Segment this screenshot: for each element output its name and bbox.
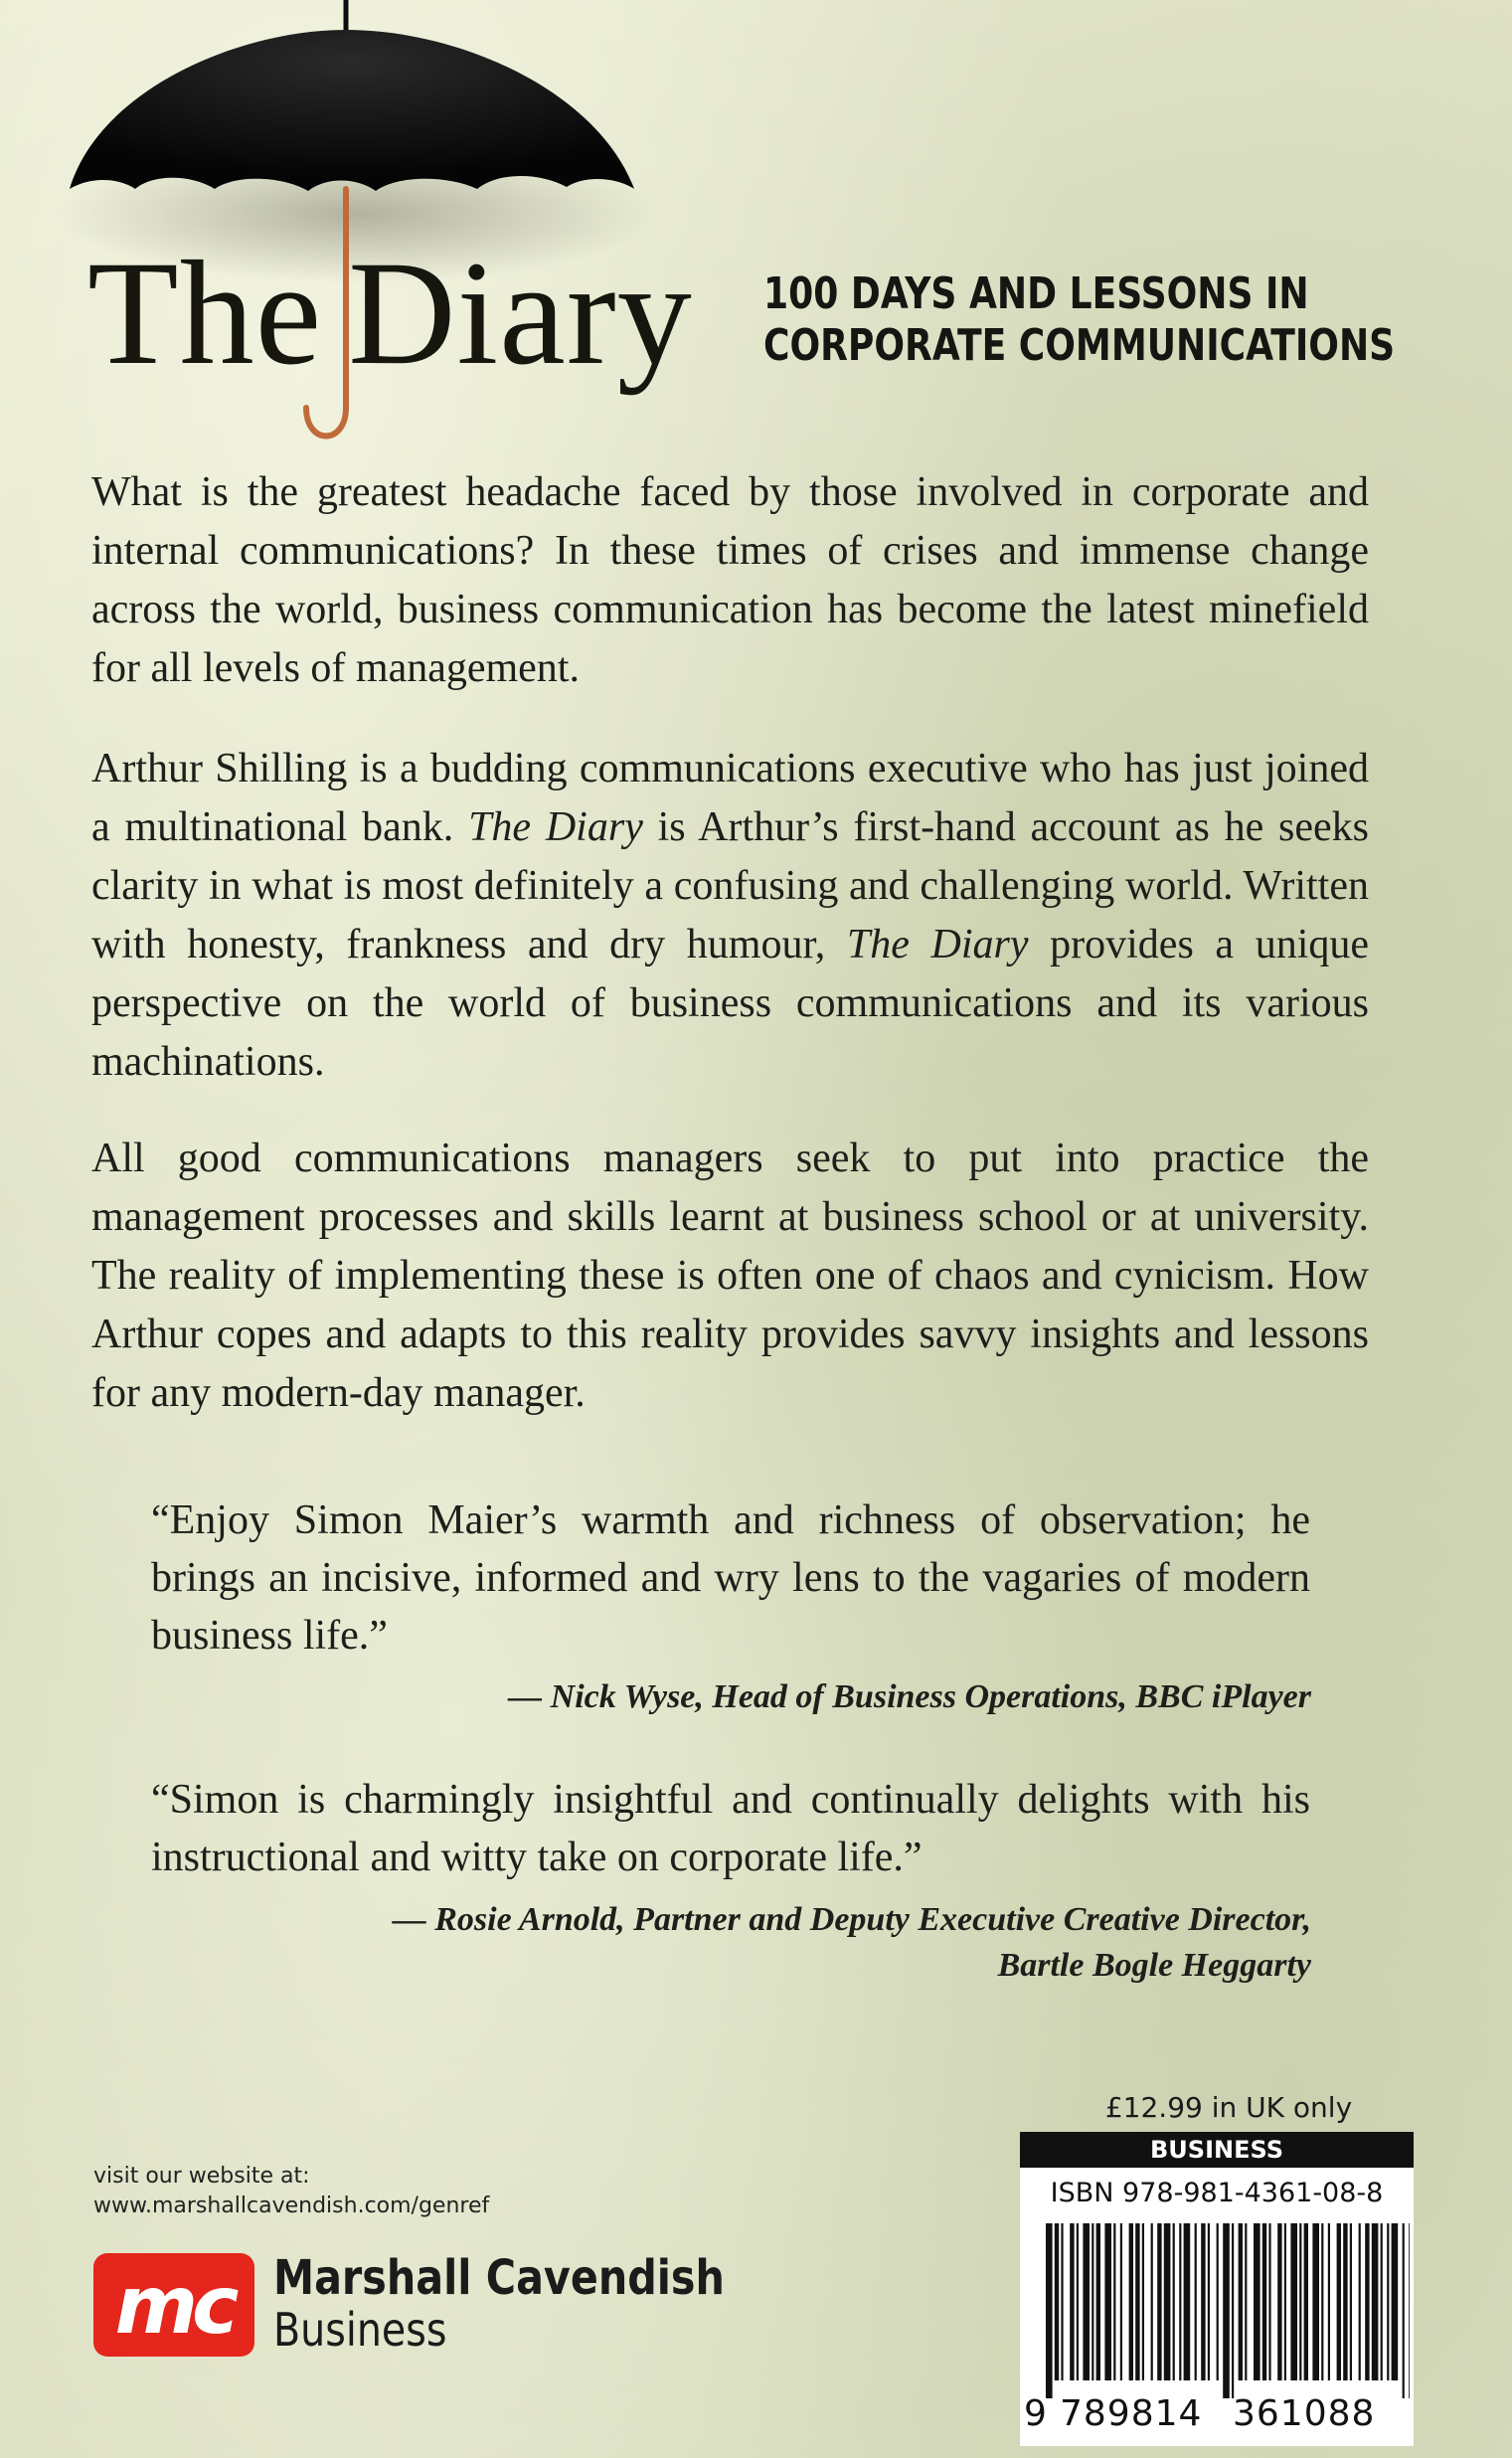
- review-attribution-2: [393, 1897, 1311, 1989]
- barcode-bar: [1077, 2223, 1079, 2380]
- blurb-paragraph-3: All good communications managers seek to put into practice the management processes and skills learnt at business school or at university. The reality of implementing these is often one of chaos and cynicism. How Arthur copes and adapts to this reality provides savvy insights and lessons for any modern-day manager.: [91, 1136, 1369, 1416]
- barcode-bar: [1223, 2223, 1230, 2398]
- blurb-p2-title-2: The Diary: [846, 922, 1029, 967]
- barcode-bar: [1328, 2223, 1330, 2380]
- title-word-the: The: [87, 231, 323, 396]
- barcode-bar: [1070, 2223, 1074, 2380]
- barcode-bar: [1299, 2223, 1301, 2380]
- barcode-bar: [1151, 2223, 1153, 2380]
- barcode-bar: [1129, 2223, 1133, 2380]
- barcode-bar: [1083, 2223, 1090, 2380]
- barcode-bar: [1157, 2223, 1161, 2380]
- book-subtitle: [763, 268, 1395, 372]
- barcode-bar: [1135, 2223, 1139, 2380]
- barcode-bar: [1392, 2223, 1399, 2380]
- website-url[interactable]: www.marshallcavendish.com/genref: [93, 2194, 490, 2218]
- publisher-name: Marshall Cavendish: [273, 2250, 725, 2306]
- book-title: [87, 231, 693, 396]
- barcode-bar: [1262, 2223, 1266, 2380]
- publisher-website: [93, 2162, 489, 2221]
- barcode-bar: [1350, 2223, 1352, 2380]
- publisher-imprint: Business: [273, 2303, 447, 2357]
- barcode-bar: [1359, 2223, 1361, 2380]
- blurb-p2-part-b: is Arthur’s first-hand account as he seeks clarity in what is most definitely a confusing and challenging world. Written with honesty, frankness and dry humour,: [91, 804, 1369, 967]
- barcode-bar: [1381, 2223, 1383, 2380]
- barcode-bar: [1290, 2223, 1297, 2380]
- blurb-paragraph-2: [91, 740, 1369, 1092]
- review-quote-1: “Enjoy Simon Maier’s warmth and richness of observation; he brings an incisive, informed and wry lens to the vagaries of modern business life.”: [151, 1497, 1310, 1659]
- logo-text: mc: [114, 2259, 234, 2352]
- barcode-bar: [1239, 2223, 1243, 2380]
- barcode-bar: [1208, 2223, 1210, 2380]
- barcode-bar: [1120, 2223, 1122, 2380]
- barcode-bar: [1312, 2223, 1319, 2380]
- blurb-p2-title-1: The Diary: [468, 804, 643, 850]
- barcode-bar: [1092, 2223, 1093, 2380]
- barcode-bar: [1046, 2223, 1053, 2398]
- barcode-bar: [1268, 2223, 1270, 2380]
- barcode-bar: [1104, 2223, 1111, 2380]
- blurb-p2-part-c: provides a unique perspective on the world of business communications and its various machinations.: [91, 922, 1369, 1085]
- publisher-brand: [273, 2251, 798, 2355]
- barcode-bar: [1403, 2223, 1405, 2398]
- barcode-digits-right: 361088: [1233, 2393, 1376, 2434]
- subtitle-line-2: CORPORATE COMMUNICATIONS: [763, 320, 1396, 371]
- barcode-digits-left: 789814: [1060, 2393, 1203, 2434]
- barcode-bar: [1284, 2223, 1286, 2380]
- publisher-logo-icon: [93, 2253, 254, 2357]
- barcode-digit-first: 9: [1024, 2393, 1047, 2434]
- attribution-2-line-2: Bartle Bogle Heggarty: [997, 1947, 1311, 1984]
- barcode-bar: [1164, 2223, 1171, 2380]
- barcode-bar: [1409, 2223, 1410, 2398]
- subtitle-line-1: 100 DAYS AND LESSONS IN: [763, 268, 1309, 319]
- barcode-bar: [1217, 2223, 1219, 2380]
- barcode-bar: [1184, 2223, 1191, 2380]
- blurb-p2-part-a: Arthur Shilling is a budding communications executive who has just joined a multinational bank.: [91, 746, 1369, 850]
- barcode-bar: [1201, 2223, 1205, 2380]
- barcode-icon: [1046, 2223, 1410, 2398]
- barcode-bar: [1245, 2223, 1247, 2380]
- barcode-bar: [1387, 2223, 1389, 2380]
- website-label: visit our website at:: [93, 2164, 310, 2189]
- attribution-2-line-1: — Rosie Arnold, Partner and Deputy Executive Creative Director,: [392, 1901, 1311, 1938]
- barcode-bar: [1337, 2223, 1341, 2380]
- isbn-number: ISBN 978-981-4361-08-8: [1050, 2178, 1384, 2208]
- price-label: £12.99 in UK only: [1104, 2091, 1353, 2124]
- barcode-bar: [1195, 2223, 1197, 2380]
- barcode-bar: [1254, 2223, 1260, 2380]
- barcode-bar: [1179, 2223, 1181, 2380]
- review-quote-2: “Simon is charmingly insightful and continually delights with his instructional and witty take on corporate life.”: [151, 1777, 1310, 1880]
- barcode-bar: [1142, 2223, 1144, 2380]
- barcode-bar: [1096, 2223, 1100, 2380]
- barcode-bar: [1343, 2223, 1347, 2380]
- barcode-panel: [1020, 2132, 1414, 2446]
- barcode-bar: [1232, 2223, 1234, 2398]
- title-word-diary: Diary: [348, 231, 693, 396]
- barcode-bar: [1372, 2223, 1379, 2380]
- barcode-bar: [1277, 2223, 1281, 2380]
- barcode-bar: [1321, 2223, 1323, 2380]
- blurb-paragraph-1: What is the greatest headache faced by those involved in corporate and internal communications? In these times of crises and immense change across the world, business communication has become the latest minefield for all levels of management.: [91, 469, 1369, 691]
- category-bar: BUSINESS: [1020, 2132, 1414, 2168]
- barcode-bar: [1055, 2223, 1059, 2380]
- review-attribution-1: — Nick Wyse, Head of Business Operations, BBC iPlayer: [508, 1678, 1311, 1715]
- barcode-bar: [1113, 2223, 1115, 2380]
- barcode-bar: [1061, 2223, 1063, 2380]
- barcode-bar: [1304, 2223, 1308, 2380]
- barcode-bar: [1365, 2223, 1369, 2380]
- barcode-bar: [1173, 2223, 1175, 2380]
